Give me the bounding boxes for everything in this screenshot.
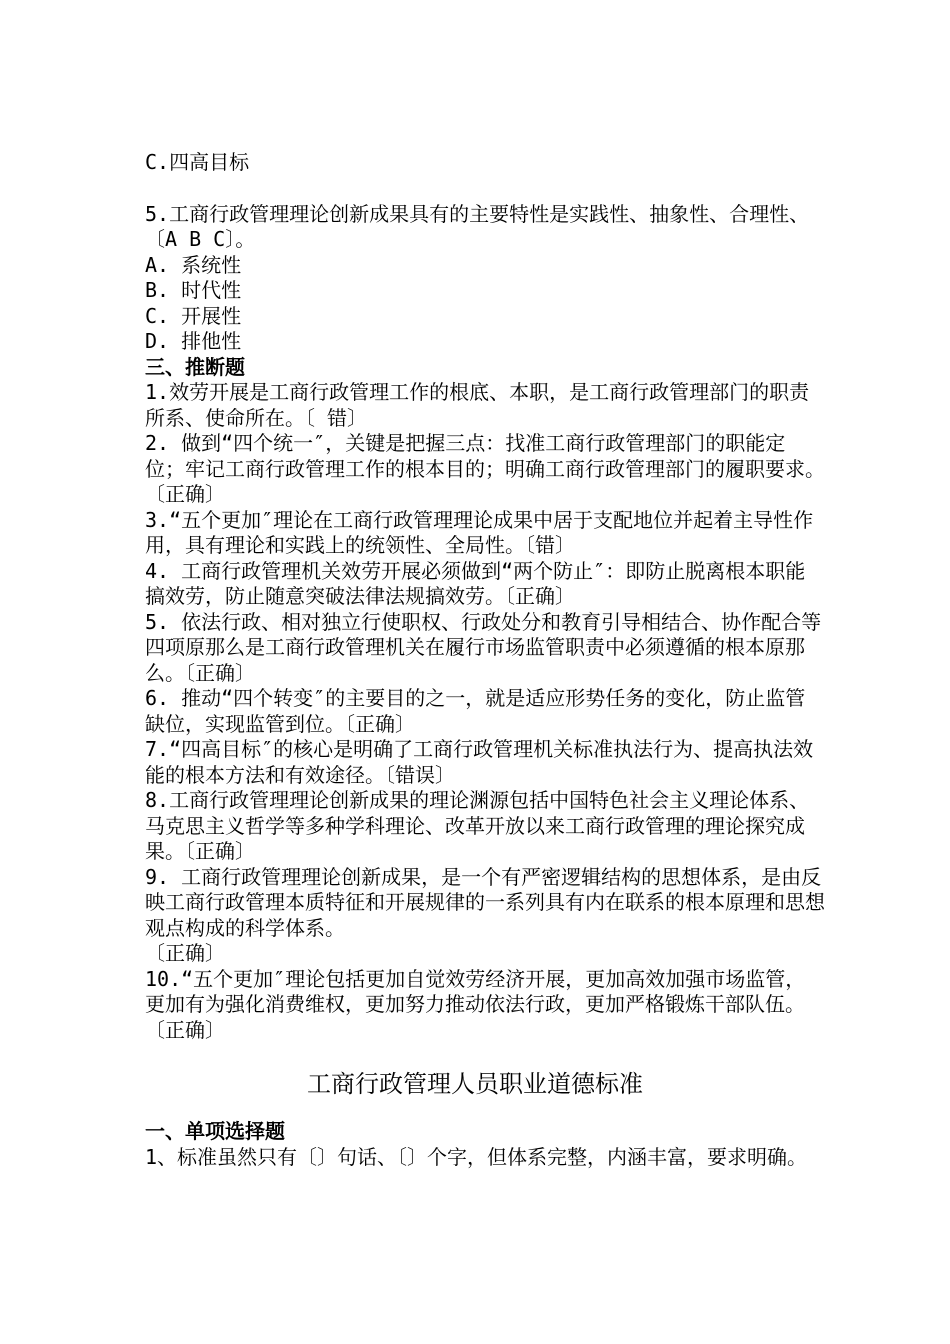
judgment-item-3: 3.“五个更加″理论在工商行政管理理论成果中居于支配地位并起着主导性作用，具有理论和实践上的统领性、全局性。〔错〕	[145, 507, 814, 557]
section-heading-single-choice: 一、单项选择题	[145, 1119, 285, 1143]
blank-line	[145, 176, 825, 202]
judgment-item-9-answer: 〔正确〕	[145, 941, 225, 965]
option-c: C. 开展性	[145, 303, 242, 328]
judgment-item-7: 7.“四高目标″的核心是明确了工商行政管理机关标准执法行为、提高执法效能的根本方法和有效途径。〔错误〕	[145, 737, 814, 787]
judgment-item-10: 10.“五个更加″理论包括更加自觉效劳经济开展，更加高效加强市场监管，更加有为强化消费维权，更加努力推动依法行政，更加严格锻炼干部队伍。〔正确〕	[145, 966, 806, 1042]
judgment-item-2: 2. 做到“四个统一″，关键是把握三点：找准工商行政管理部门的职能定位；牢记工商行政管理工作的根本目的；明确工商行政管理部门的履职要求。〔正确〕	[145, 431, 825, 506]
option-a: A. 系统性	[145, 252, 242, 277]
option-line: C.四高目标	[145, 150, 250, 174]
judgment-item-5: 5. 依法行政、相对独立行使职权、行政处分和教育引导相结合、协作配合等四项原那么是工商行政管理机关在履行市场监管职责中必须遵循的根本原那么。〔正确〕	[145, 609, 822, 685]
document-body	[145, 150, 825, 1170]
section-heading-judgment: 三、推断题	[145, 354, 245, 379]
document-title: 工商行政管理人员职业道德标准	[307, 1070, 643, 1098]
judgment-item-1: 1.效劳开展是工商行政管理工作的根底、本职，是工商行政管理部门的职责所系、使命所在。〔 错〕	[145, 380, 810, 430]
judgment-item-6: 6. 推动“四个转变″的主要目的之一，就是适应形势任务的变化，防止监管缺位，实现监管到位。〔正确〕	[145, 686, 806, 736]
option-d: D. 排他性	[145, 329, 242, 353]
judgment-item-8: 8.工商行政管理理论创新成果的理论渊源包括中国特色社会主义理论体系、马克思主义哲学等多种学科理论、改革开放以来工商行政管理的理论探究成果。〔正确〕	[145, 788, 810, 863]
judgment-item-4: 4. 工商行政管理机关效劳开展必须做到“两个防止″：即防止脱离根本职能搞效劳，防止随意突破法律法规搞效劳。〔正确〕	[145, 558, 806, 608]
question-5: 5.工商行政管理理论创新成果具有的主要特性是实践性、抽象性、合理性、〔A B C〕。	[145, 201, 810, 251]
option-b: B. 时代性	[145, 278, 242, 302]
judgment-item-9: 9. 工商行政管理理论创新成果，是一个有严密逻辑结构的思想体系，是由反映工商行政管理本质特征和开展规律的一系列具有内在联系的根本原理和思想观点构成的科学体系。	[145, 864, 825, 940]
question-1: 1、标准虽然只有〔〕句话、〔〕个字，但体系完整，内涵丰富，要求明确。	[145, 1144, 808, 1169]
